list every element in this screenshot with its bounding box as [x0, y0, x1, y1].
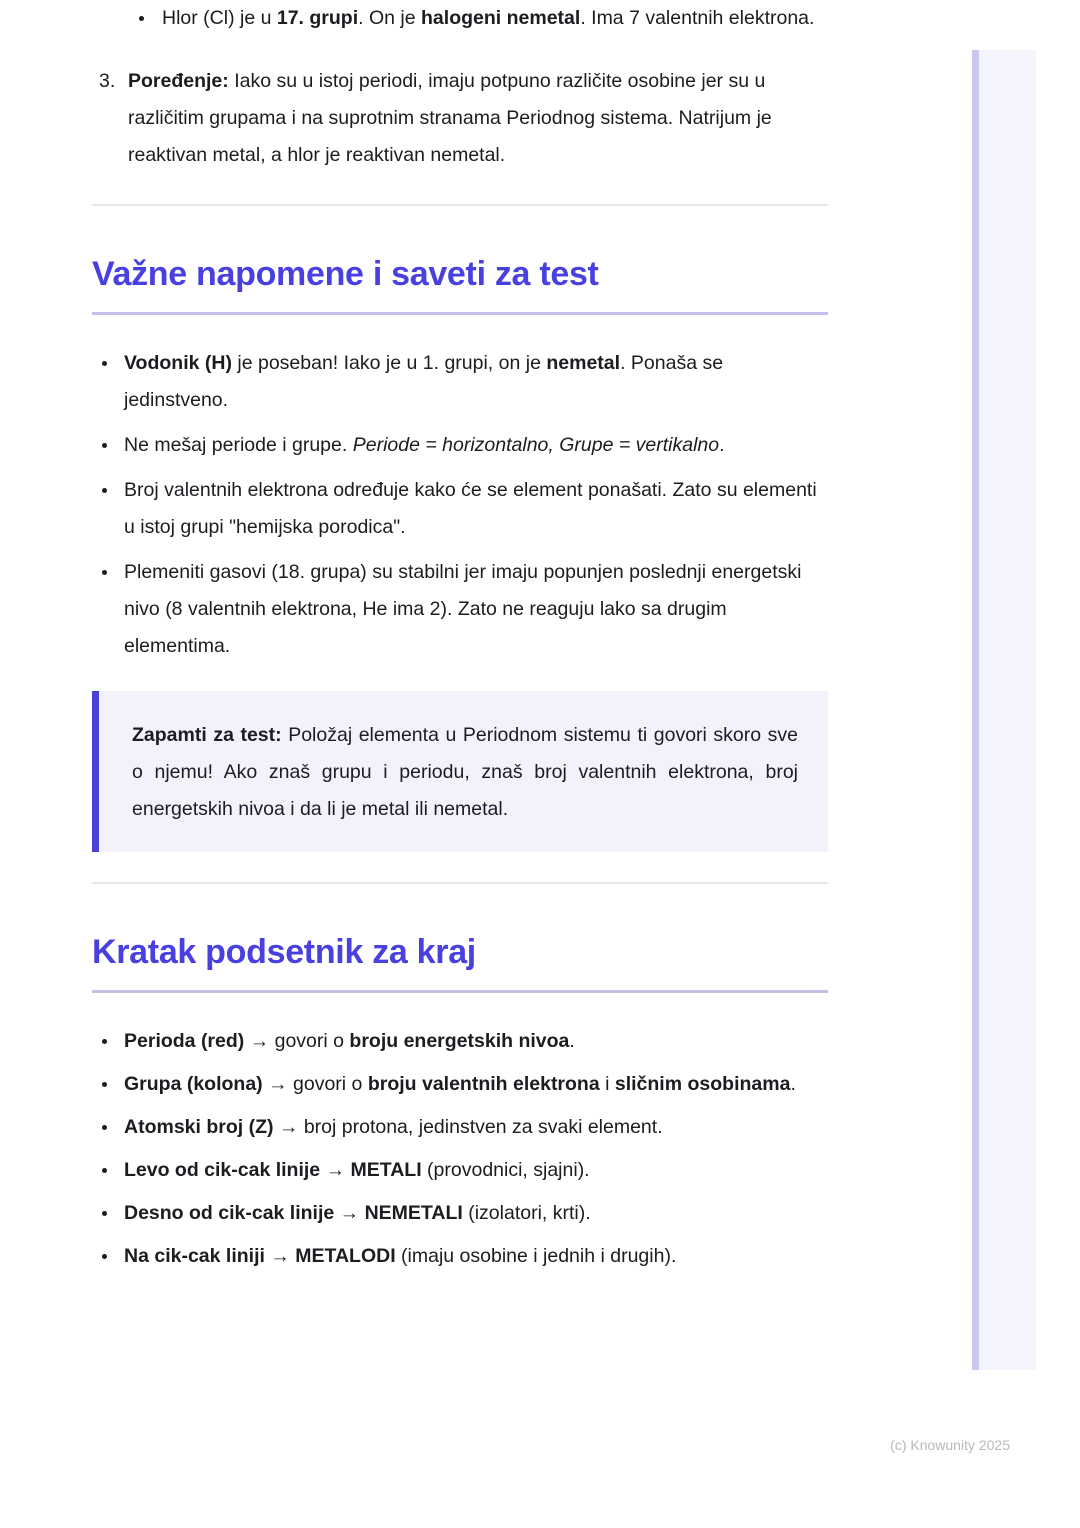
page-title: Kratak podsetnik za kraj — [92, 933, 476, 971]
list-item — [92, 554, 828, 665]
list-item — [92, 1152, 828, 1189]
right-side-panel — [972, 50, 1036, 1370]
list-item-text: Desno od cik-cak linije → NEMETALI (izolatori, krti). — [124, 1202, 591, 1224]
list-item-text: Levo od cik-cak linije → METALI (provodnici, sjajni). — [124, 1159, 590, 1181]
list-item-text: Grupa (kolona) → govori o broju valentnih elektrona i sličnim osobinama. — [124, 1073, 796, 1095]
summary-bullet-list — [92, 1023, 828, 1275]
list-item-number: 3. — [99, 70, 116, 92]
callout-text: Zapamti za test: Položaj elementa u Periodnom sistemu ti govori skoro sve o njemu! Ako znaš grupu i periodu, znaš broj valentnih elektrona, broj energetskih nivoa i da li je metal ili nemetal. — [132, 724, 798, 820]
list-item-text: Atomski broj (Z) → broj protona, jedinstven za svaki element. — [124, 1116, 663, 1138]
sub-bullet-text: Hlor (Cl) je u 17. grupi. On je halogeni nemetal. Ima 7 valentnih elektrona. — [162, 7, 815, 29]
sub-bullet-list — [92, 0, 828, 37]
list-item — [92, 1109, 828, 1146]
list-item — [92, 1023, 828, 1060]
list-item — [92, 1238, 828, 1275]
list-item — [92, 345, 828, 419]
list-item-text: Plemeniti gasovi (18. grupa) su stabilni jer imaju popunjen poslednji energetski nivo (8 valentnih elektrona, He ima 2). Zato ne reaguju lako sa drugim elementima. — [124, 561, 802, 657]
remember-callout — [92, 691, 828, 852]
list-item-text: Vodonik (H) je poseban! Iako je u 1. grupi, on je nemetal. Ponaša se jedinstveno. — [124, 352, 724, 411]
list-item-text: Na cik-cak liniji → METALODI (imaju osobine i jednih i drugih). — [124, 1245, 677, 1267]
list-item — [92, 1195, 828, 1232]
copyright-footer: (c) Knowunity 2025 — [890, 1437, 1010, 1453]
section-divider — [92, 204, 828, 206]
list-item — [92, 427, 828, 464]
list-item-text: Broj valentnih elektrona određuje kako će se element ponašati. Zato su elementi u istoj grupi "hemijska porodica". — [124, 479, 817, 538]
title-underline — [92, 990, 828, 993]
list-item — [92, 0, 828, 37]
numbered-list — [92, 63, 828, 174]
document-content — [92, 0, 828, 1275]
list-item — [92, 63, 828, 174]
list-item — [92, 472, 828, 546]
page-title: Važne napomene i saveti za test — [92, 255, 599, 293]
title-underline — [92, 312, 828, 315]
list-item-text: Perioda (red) → govori o broju energetskih nivoa. — [124, 1030, 575, 1052]
list-item — [92, 1066, 828, 1103]
list-item-text: Poređenje: Iako su u istoj periodi, imaju potpuno različite osobine jer su u različitim grupama i na suprotnim stranama Periodnog sistema. Natrijum je reaktivan metal, a hlor je reaktivan nemetal. — [128, 70, 772, 166]
list-item-text: Ne mešaj periode i grupe. Periode = horizontalno, Grupe = vertikalno. — [124, 434, 725, 456]
section-divider — [92, 882, 828, 884]
tips-bullet-list — [92, 345, 828, 665]
